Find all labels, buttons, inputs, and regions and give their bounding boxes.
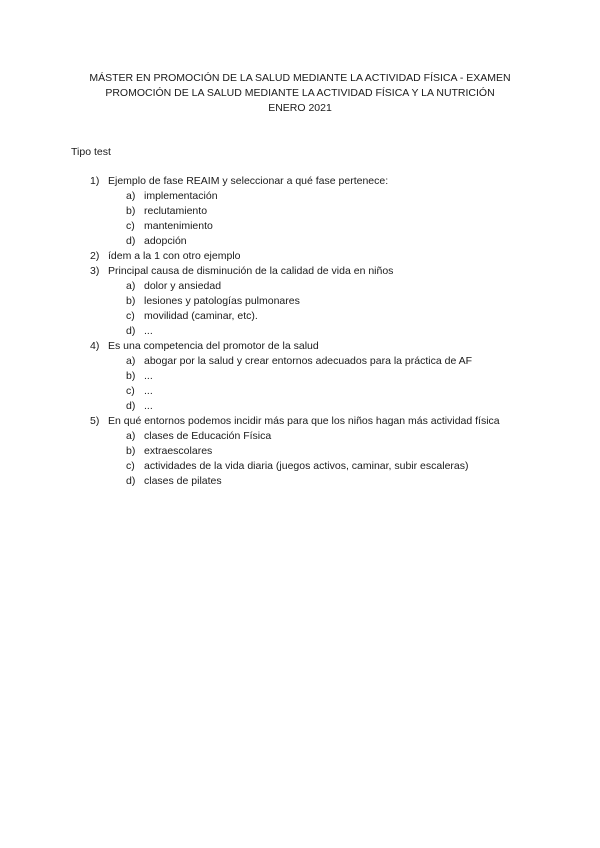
- question-number: 2): [90, 250, 100, 262]
- question-item: [0, 414, 600, 429]
- option-text: lesiones y patologías pulmonares: [144, 295, 300, 307]
- answer-option: [0, 294, 600, 309]
- option-letter: a): [126, 190, 136, 202]
- question-list: [0, 174, 600, 489]
- option-letter: b): [126, 295, 136, 307]
- question-number: 1): [90, 175, 100, 187]
- option-letter: b): [126, 370, 136, 382]
- option-text: implementación: [144, 190, 218, 202]
- answer-option: [0, 474, 600, 489]
- option-letter: d): [126, 325, 136, 337]
- answer-option: [0, 279, 600, 294]
- question-text: Es una competencia del promotor de la salud: [108, 340, 319, 352]
- answer-option: [0, 399, 600, 414]
- option-text: abogar por la salud y crear entornos adecuados para la práctica de AF: [144, 355, 473, 367]
- option-letter: a): [126, 355, 136, 367]
- option-text: mantenimiento: [144, 220, 213, 232]
- answer-option: [0, 324, 600, 339]
- option-letter: d): [126, 235, 136, 247]
- question-item: [0, 264, 600, 279]
- answer-option: [0, 354, 600, 369]
- question-item: [0, 174, 600, 189]
- option-text: reclutamiento: [144, 205, 208, 217]
- question-text: ídem a la 1 con otro ejemplo: [108, 250, 241, 262]
- option-letter: d): [126, 475, 136, 487]
- answer-option: [0, 234, 600, 249]
- option-text: adopción: [144, 235, 187, 247]
- question-text: En qué entornos podemos incidir más para que los niños hagan más actividad física: [108, 415, 500, 427]
- answer-option: [0, 444, 600, 459]
- answer-option: [0, 189, 600, 204]
- option-letter: a): [126, 280, 136, 292]
- answer-option: [0, 459, 600, 474]
- answer-option: [0, 219, 600, 234]
- option-text: actividades de la vida diaria (juegos activos, caminar, subir escaleras): [144, 460, 469, 472]
- answer-option: [0, 429, 600, 444]
- exam-header: [60, 71, 540, 116]
- question-number: 5): [90, 415, 100, 427]
- option-letter: c): [126, 385, 135, 397]
- answer-option: [0, 309, 600, 324]
- answer-option: [0, 204, 600, 219]
- option-text: clases de Educación Física: [144, 430, 272, 442]
- answer-option: [0, 384, 600, 399]
- option-letter: d): [126, 400, 136, 412]
- option-text: ...: [144, 325, 153, 337]
- option-text: ...: [144, 370, 153, 382]
- option-text: extraescolares: [144, 445, 213, 457]
- answer-option: [0, 369, 600, 384]
- section-title: Tipo test: [71, 146, 111, 158]
- option-letter: c): [126, 220, 135, 232]
- question-item: [0, 249, 600, 264]
- header-line-1: MÁSTER EN PROMOCIÓN DE LA SALUD MEDIANTE LA ACTIVIDAD FÍSICA - EXAMEN: [89, 72, 511, 84]
- question-number: 3): [90, 265, 100, 277]
- option-text: ...: [144, 400, 153, 412]
- option-text: clases de pilates: [144, 475, 222, 487]
- header-line-2: PROMOCIÓN DE LA SALUD MEDIANTE LA ACTIVIDAD FÍSICA Y LA NUTRICIÓN: [105, 87, 495, 99]
- option-text: dolor y ansiedad: [144, 280, 222, 292]
- option-letter: a): [126, 430, 136, 442]
- question-text: Ejemplo de fase REAIM y seleccionar a qué fase pertenece:: [108, 175, 389, 187]
- header-line-3: ENERO 2021: [268, 102, 332, 114]
- option-letter: c): [126, 310, 135, 322]
- question-text: Principal causa de disminución de la calidad de vida en niños: [108, 265, 394, 277]
- option-letter: c): [126, 460, 135, 472]
- option-text: movilidad (caminar, etc).: [144, 310, 258, 322]
- option-text: ...: [144, 385, 153, 397]
- option-letter: b): [126, 205, 136, 217]
- option-letter: b): [126, 445, 136, 457]
- question-item: [0, 339, 600, 354]
- question-number: 4): [90, 340, 100, 352]
